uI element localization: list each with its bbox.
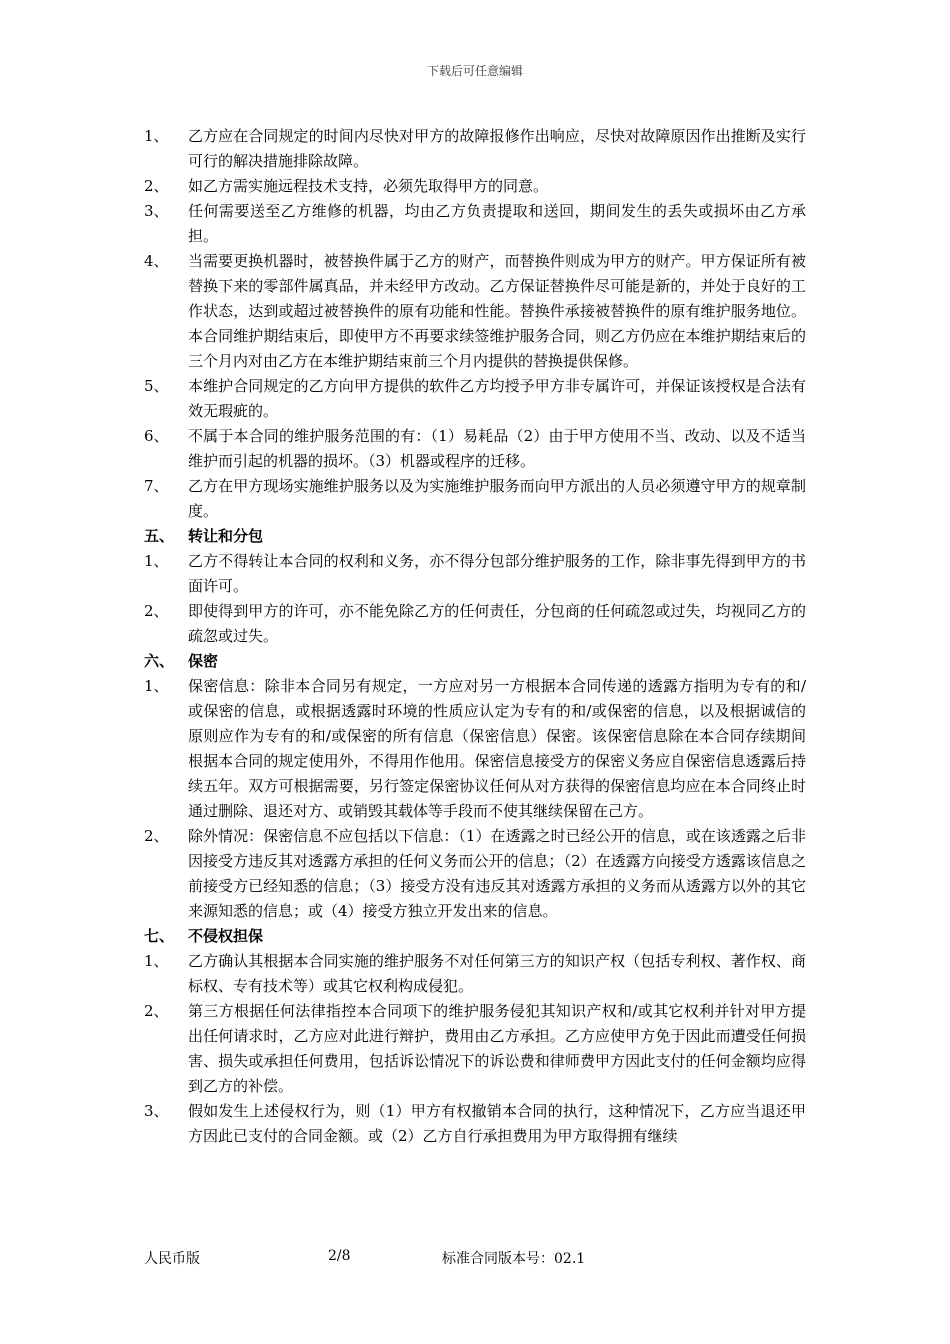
clause-text: 除外情况：保密信息不应包括以下信息：（1）在透露之时已经公开的信息，或在该透露之后非因接受方违反其对透露方承担的任何义务而公开的信息；（2）在透露方向接受方透露该信息之前接受方已经知悉的信息；（3）接受方没有违反其对透露方承担的义务而从透露方以外的其它来源知悉的信息；或（4）接受方独立开发出来的信息。 (188, 827, 806, 920)
clause-text: 如乙方需实施远程技术支持，必须先取得甲方的同意。 (188, 177, 549, 195)
clause-number: 3、 (144, 202, 169, 220)
clause-text: 当需要更换机器时，被替换件属于乙方的财产，而替换件则成为甲方的财产。甲方保证所有被替换下来的零部件属真品，并未经甲方改动。乙方保证替换件尽可能是新的，并处于良好的工作状态，达到或超过被替换件的原有功能和性能。替换件承接被替换件的原有维护服务地位。本合同维护期结束后，即使甲方不再要求续签维护服务合同，则乙方仍应在本维护期结束后的三个月内对由乙方在本维护期结束前三个月内提供的替换提供保修。 (188, 252, 806, 370)
section-title: 不侵权担保 (188, 927, 264, 945)
section-heading (144, 524, 806, 549)
clause-number: 1、 (144, 552, 169, 570)
clause-text: 假如发生上述侵权行为，则（1）甲方有权撤销本合同的执行，这种情况下，乙方应当退还甲方因此已支付的合同金额。或（2）乙方自行承担费用为甲方取得拥有继续 (188, 1102, 806, 1145)
clause-number: 2、 (144, 827, 169, 845)
clause-number: 6、 (144, 427, 169, 445)
clause-item (144, 124, 806, 174)
clause-item (144, 199, 806, 249)
clause-item (144, 374, 806, 424)
footer-page-number: 2/8 (328, 1248, 351, 1264)
clause-item (144, 249, 806, 374)
footer-version: 标准合同版本号：02.1 (442, 1251, 586, 1267)
clause-number: 1、 (144, 677, 169, 695)
section-title: 保密 (188, 652, 219, 670)
clause-item (144, 424, 806, 474)
clause-item (144, 999, 806, 1099)
clause-text: 任何需要送至乙方维修的机器，均由乙方负责提取和送回，期间发生的丢失或损坏由乙方承担。 (188, 202, 806, 245)
clause-text: 本维护合同规定的乙方向甲方提供的软件乙方均授予甲方非专属许可，并保证该授权是合法有效无瑕疵的。 (188, 377, 806, 420)
section-heading (144, 649, 806, 674)
clause-text: 不属于本合同的维护服务范围的有：（1）易耗品（2）由于甲方使用不当、改动、以及不适当维护而引起的机器的损坏。（3）机器或程序的迁移。 (188, 427, 806, 470)
clause-number: 7、 (144, 477, 169, 495)
section-number: 六、 (144, 652, 175, 670)
clause-text: 乙方确认其根据本合同实施的维护服务不对任何第三方的知识产权（包括专利权、著作权、商标权、专有技术等）或其它权利构成侵犯。 (188, 952, 806, 995)
section-heading (144, 924, 806, 949)
clause-text: 乙方在甲方现场实施维护服务以及为实施维护服务而向甲方派出的人员必须遵守甲方的规章制度。 (188, 477, 806, 520)
clause-item (144, 599, 806, 649)
clause-text: 乙方不得转让本合同的权利和义务，亦不得分包部分维护服务的工作，除非事先得到甲方的书面许可。 (188, 552, 806, 595)
clause-number: 2、 (144, 177, 169, 195)
clause-number: 1、 (144, 127, 169, 145)
clause-number: 5、 (144, 377, 169, 395)
clause-text: 即使得到甲方的许可，亦不能免除乙方的任何责任，分包商的任何疏忽或过失，均视同乙方的疏忽或过失。 (188, 602, 806, 645)
clause-number: 4、 (144, 252, 169, 270)
clause-text: 乙方应在合同规定的时间内尽快对甲方的故障报修作出响应，尽快对故障原因作出推断及实行可行的解决措施排除故障。 (188, 127, 806, 170)
footer-edition: 人民币版 (144, 1251, 200, 1267)
document-body (144, 124, 806, 1149)
clause-item (144, 474, 806, 524)
section-title: 转让和分包 (188, 527, 264, 545)
clause-item (144, 174, 806, 199)
clause-item (144, 824, 806, 924)
clause-number: 3、 (144, 1102, 169, 1120)
page-header: 下载后可任意编辑 (426, 64, 523, 78)
clause-number: 2、 (144, 602, 169, 620)
clause-item (144, 549, 806, 599)
section-number: 七、 (144, 927, 175, 945)
clause-item (144, 949, 806, 999)
clause-text: 保密信息：除非本合同另有规定，一方应对另一方根据本合同传递的透露方指明为专有的和/或保密的信息，或根据透露时环境的性质应认定为专有的和/或保密的信息，以及根据诚信的原则应作为专有的和/或保密的所有信息（保密信息）保密。该保密信息除在本合同存续期间根据本合同的规定使用外，不得用作他用。保密信息接受方的保密义务应自保密信息透露后持续五年。双方可根据需要，另行签定保密协议任何从对方获得的保密信息均应在本合同终止时通过删除、退还对方、或销毁其载体等手段而不使其继续保留在己方。 (188, 677, 806, 820)
section-number: 五、 (144, 527, 175, 545)
clause-item (144, 674, 806, 824)
clause-text: 第三方根据任何法律指控本合同项下的维护服务侵犯其知识产权和/或其它权利并针对甲方提出任何请求时，乙方应对此进行辩护，费用由乙方承担。乙方应使甲方免于因此而遭受任何损害、损失或承担任何费用，包括诉讼情况下的诉讼费和律师费甲方因此支付的任何金额均应得到乙方的补偿。 (188, 1002, 806, 1095)
clause-number: 1、 (144, 952, 169, 970)
clause-number: 2、 (144, 1002, 169, 1020)
clause-item (144, 1099, 806, 1149)
